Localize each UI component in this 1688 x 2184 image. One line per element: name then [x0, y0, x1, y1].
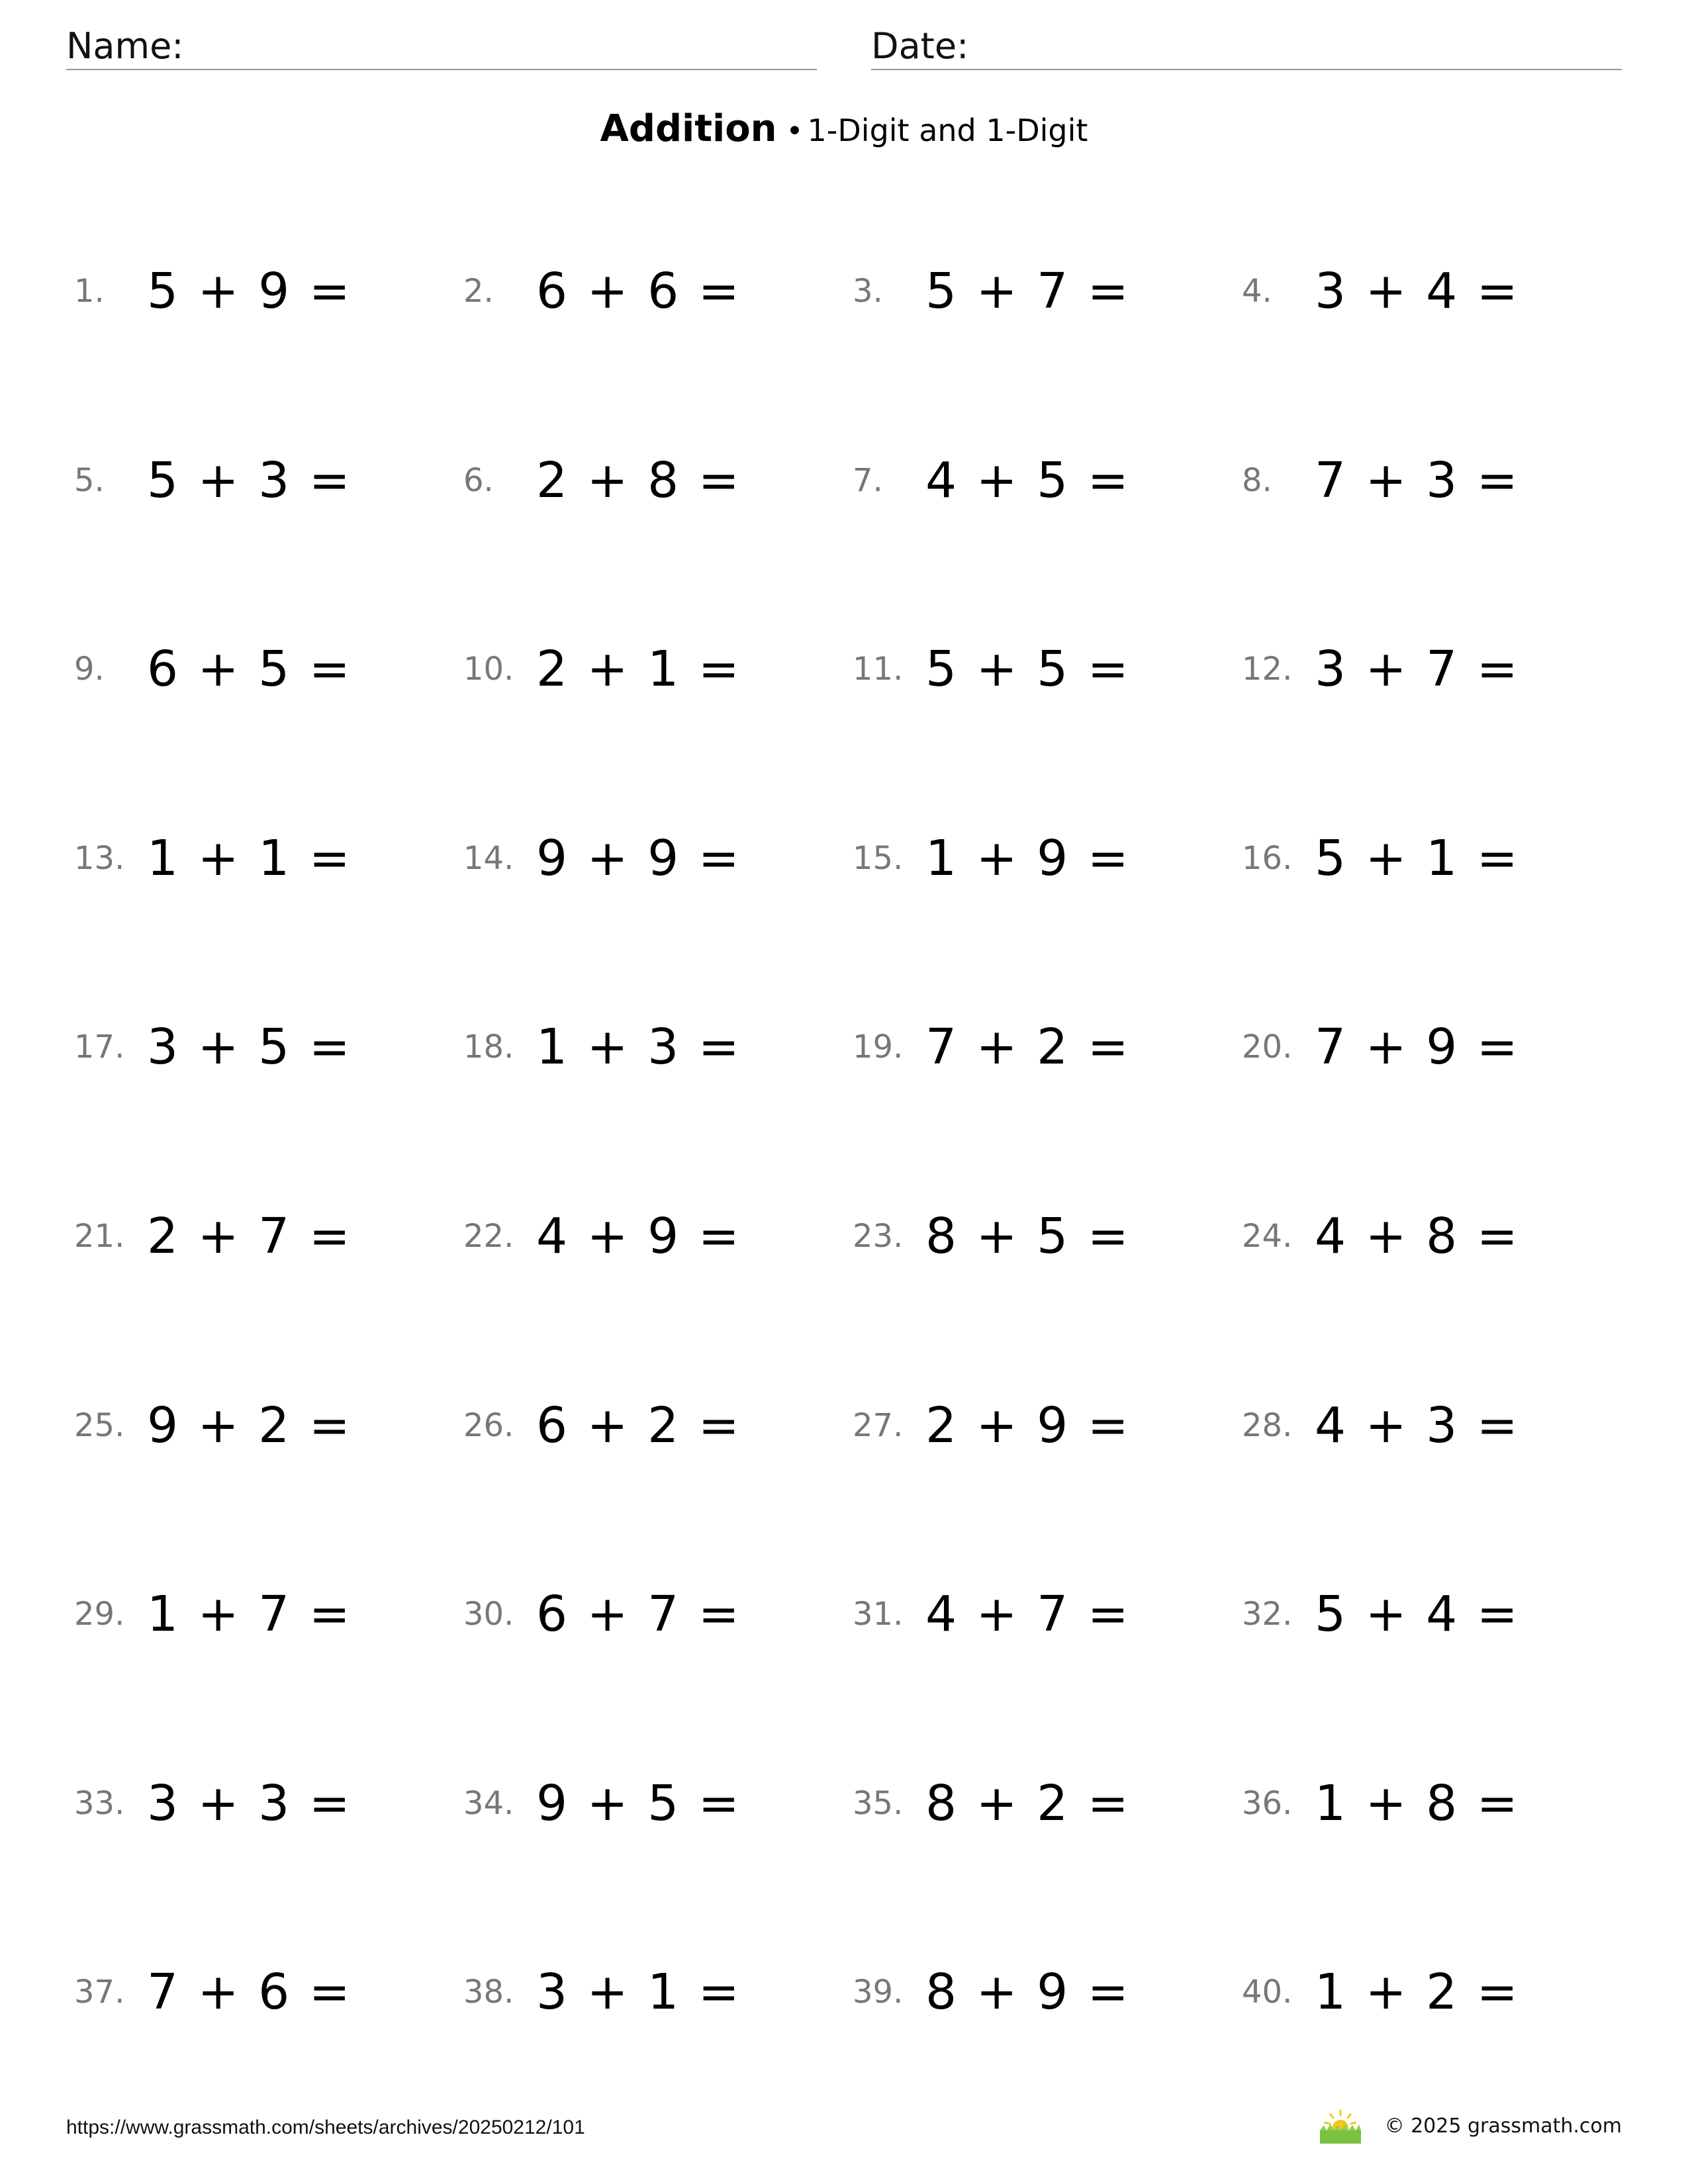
problem-number: 26. — [463, 1406, 514, 1444]
problem-item — [74, 994, 463, 1100]
problem-number: 14. — [463, 839, 514, 877]
problem-number: 40. — [1242, 1974, 1293, 2011]
problem-expression: 6 + 7 = — [536, 1586, 741, 1643]
problem-number: 10. — [463, 651, 514, 688]
problem-expression: 1 + 2 = — [1315, 1964, 1520, 2021]
problem-number: 5. — [74, 461, 105, 499]
problem-expression: 6 + 5 = — [147, 641, 352, 698]
problem-item — [853, 805, 1242, 911]
problem-expression: 8 + 5 = — [925, 1207, 1131, 1265]
problem-number: 6. — [463, 461, 494, 499]
problem-expression: 5 + 5 = — [925, 641, 1131, 698]
problem-item — [74, 1751, 463, 1856]
problem-number: 13. — [74, 839, 125, 877]
problem-expression: 4 + 9 = — [536, 1207, 741, 1265]
date-label: Date: — [871, 25, 969, 67]
problem-number: 4. — [1242, 273, 1272, 310]
problem-number: 17. — [74, 1028, 125, 1066]
problem-expression: 9 + 2 = — [147, 1396, 352, 1454]
problem-expression: 2 + 7 = — [147, 1207, 352, 1265]
problem-expression: 3 + 1 = — [536, 1964, 741, 2021]
problem-number: 27. — [853, 1406, 904, 1444]
problem-item — [1242, 1751, 1630, 1856]
problem-expression: 4 + 5 = — [925, 451, 1131, 509]
problem-item — [1242, 428, 1630, 533]
problem-number: 31. — [853, 1596, 904, 1633]
problem-number: 2. — [463, 273, 494, 310]
problem-item — [74, 1939, 463, 2045]
problem-expression: 8 + 2 = — [925, 1774, 1131, 1832]
problem-number: 20. — [1242, 1028, 1293, 1066]
worksheet-title — [0, 103, 1688, 164]
footer-copyright: © 2025 grassmath.com — [1384, 2115, 1622, 2138]
problem-number: 7. — [853, 461, 883, 499]
problem-number: 16. — [1242, 839, 1293, 877]
problem-number: 24. — [1242, 1217, 1293, 1255]
problem-item — [463, 1373, 853, 1479]
problem-expression: 5 + 3 = — [147, 451, 352, 509]
problem-number: 9. — [74, 651, 105, 688]
problem-item — [74, 616, 463, 722]
problem-expression: 2 + 1 = — [536, 641, 741, 698]
problem-item — [1242, 805, 1630, 911]
problem-number: 37. — [74, 1974, 125, 2011]
problem-number: 33. — [74, 1784, 125, 1822]
problem-expression: 3 + 4 = — [1315, 263, 1520, 320]
title-separator: • — [786, 114, 804, 148]
name-label: Name: — [66, 25, 184, 67]
title-subtitle: 1-Digit and 1-Digit — [807, 113, 1088, 148]
problem-number: 34. — [463, 1784, 514, 1822]
problem-item — [853, 1561, 1242, 1667]
problem-item — [853, 994, 1242, 1100]
problem-expression: 6 + 6 = — [536, 263, 741, 320]
problem-item — [853, 238, 1242, 344]
problem-item — [853, 428, 1242, 533]
problem-number: 36. — [1242, 1784, 1293, 1822]
footer-brand — [1317, 2107, 1622, 2146]
problem-item — [74, 238, 463, 344]
problem-item — [1242, 1373, 1630, 1479]
problem-expression: 5 + 9 = — [147, 263, 352, 320]
problem-number: 8. — [1242, 461, 1272, 499]
grass-sun-logo-icon — [1317, 2108, 1364, 2145]
problem-expression: 9 + 9 = — [536, 829, 741, 887]
problem-number: 29. — [74, 1596, 125, 1633]
problem-number: 30. — [463, 1596, 514, 1633]
problem-number: 25. — [74, 1406, 125, 1444]
problem-expression: 4 + 8 = — [1315, 1207, 1520, 1265]
problem-number: 12. — [1242, 651, 1293, 688]
footer-url: https://www.grassmath.com/sheets/archives/20250212/101 — [66, 2116, 585, 2138]
problem-item — [1242, 994, 1630, 1100]
problem-expression: 1 + 3 = — [536, 1019, 741, 1076]
problem-item — [853, 1939, 1242, 2045]
problem-expression: 9 + 5 = — [536, 1774, 741, 1832]
problem-item — [74, 805, 463, 911]
problem-expression: 1 + 1 = — [147, 829, 352, 887]
problem-number: 11. — [853, 651, 904, 688]
problem-expression: 5 + 4 = — [1315, 1586, 1520, 1643]
problem-number: 38. — [463, 1974, 514, 2011]
problem-expression: 1 + 7 = — [147, 1586, 352, 1643]
problem-item — [463, 1561, 853, 1667]
problem-number: 15. — [853, 839, 904, 877]
problem-item — [463, 1939, 853, 2045]
problem-number: 19. — [853, 1028, 904, 1066]
problem-expression: 8 + 9 = — [925, 1964, 1131, 2021]
problem-item — [853, 1183, 1242, 1289]
problem-expression: 7 + 2 = — [925, 1019, 1131, 1076]
problem-item — [463, 616, 853, 722]
title-main: Addition — [600, 107, 777, 150]
problem-expression: 3 + 5 = — [147, 1019, 352, 1076]
problem-expression: 4 + 7 = — [925, 1586, 1131, 1643]
problem-number: 28. — [1242, 1406, 1293, 1444]
problem-item — [74, 1561, 463, 1667]
problem-item — [1242, 1183, 1630, 1289]
problem-item — [853, 1373, 1242, 1479]
problem-item — [74, 1373, 463, 1479]
problem-number: 35. — [853, 1784, 904, 1822]
problem-item — [463, 805, 853, 911]
problem-expression: 6 + 2 = — [536, 1396, 741, 1454]
problem-item — [1242, 238, 1630, 344]
problem-item — [1242, 1939, 1630, 2045]
problem-number: 32. — [1242, 1596, 1293, 1633]
problem-number: 23. — [853, 1217, 904, 1255]
problem-expression: 7 + 9 = — [1315, 1019, 1520, 1076]
problem-grid — [74, 238, 1630, 2128]
problem-item — [463, 428, 853, 533]
problem-expression: 1 + 8 = — [1315, 1774, 1520, 1832]
problem-expression: 4 + 3 = — [1315, 1396, 1520, 1454]
problem-expression: 3 + 7 = — [1315, 641, 1520, 698]
problem-number: 39. — [853, 1974, 904, 2011]
problem-expression: 3 + 3 = — [147, 1774, 352, 1832]
problem-number: 1. — [74, 273, 105, 310]
problem-expression: 7 + 6 = — [147, 1964, 352, 2021]
problem-number: 21. — [74, 1217, 125, 1255]
problem-item — [463, 1751, 853, 1856]
problem-expression: 7 + 3 = — [1315, 451, 1520, 509]
problem-item — [853, 1751, 1242, 1856]
problem-expression: 5 + 1 = — [1315, 829, 1520, 887]
problem-item — [463, 994, 853, 1100]
problem-number: 22. — [463, 1217, 514, 1255]
problem-item — [463, 1183, 853, 1289]
problem-expression: 1 + 9 = — [925, 829, 1131, 887]
problem-expression: 2 + 9 = — [925, 1396, 1131, 1454]
problem-item — [74, 428, 463, 533]
problem-item — [463, 238, 853, 344]
problem-number: 18. — [463, 1028, 514, 1066]
name-field[interactable] — [66, 24, 817, 70]
problem-item — [74, 1183, 463, 1289]
problem-expression: 5 + 7 = — [925, 263, 1131, 320]
problem-expression: 2 + 8 = — [536, 451, 741, 509]
problem-number: 3. — [853, 273, 883, 310]
date-field[interactable] — [871, 24, 1622, 70]
problem-item — [853, 616, 1242, 722]
problem-item — [1242, 1561, 1630, 1667]
problem-item — [1242, 616, 1630, 722]
